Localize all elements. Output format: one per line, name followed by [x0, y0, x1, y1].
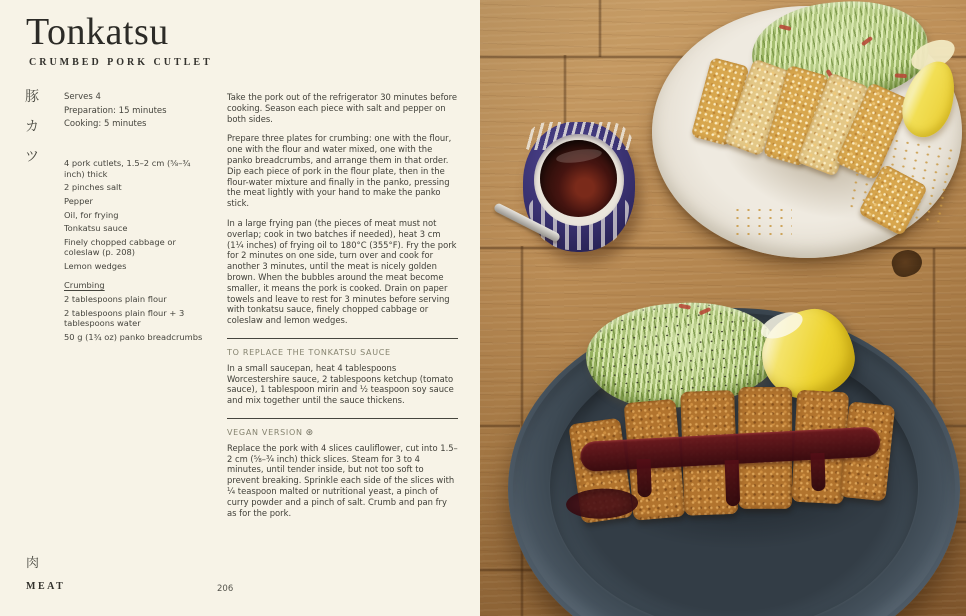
vegan-heading-text: VEGAN VERSION [227, 427, 303, 437]
vegan-flower-icon: ⊛ [305, 427, 314, 438]
apple-sliver [895, 73, 907, 78]
ingredient-item: 2 pinches salt [64, 182, 122, 193]
preparation-text: Preparation: 15 minutes [64, 105, 167, 116]
sauce-bowl [523, 122, 635, 252]
footer-kanji: 肉 [26, 556, 40, 571]
cooking-text: Cooking: 5 minutes [64, 119, 147, 129]
sauce-drip [810, 453, 825, 491]
section-divider [227, 418, 458, 419]
recipe-meta [64, 91, 167, 132]
ingredient-item: 2 tablespoons plain flour [64, 294, 167, 305]
crumbing-heading: Crumbing [64, 279, 105, 290]
serves-text: Serves 4 [64, 92, 101, 102]
ingredient-item: 50 g (1¾ oz) panko breadcrumbs [64, 332, 203, 342]
method-paragraph: Prepare three plates for crumbing: one with the flour, one with the flour and water mixed, one with the panko breadcrumbs, and arrange them in that order. Dip each piece of pork in the flour plate, then in the flour-water mixture and finally in the panko, pressing the meat lightly with your hand to make the panko stick. [227, 133, 452, 209]
kanji-title [25, 86, 39, 166]
ingredient-item: Lemon wedges [64, 261, 127, 272]
ingredient-item: 4 pork cutlets, 1.5–2 cm (⅝–¾ inch) thick [64, 158, 191, 179]
method-paragraph: In a large frying pan (the pieces of meat must not overlap; cook in two batches if needed), heat 3 cm (1¼ inches) of frying oil to 180°C (355°F). Fry the pork for 2 minutes on one side, turn over and cook for another 3 minutes, until the meat is nicely golden brown. When the bubbles around the meat become smaller, it means the pork is cooked. Drain on paper towels and leave to rest for 3 minutes before serving with tonkatsu sauce, finely chopped cabbage or coleslaw and lemon wedges. [227, 217, 457, 326]
sauce-section-heading: TO REPLACE THE TONKATSU SAUCE [227, 347, 391, 357]
sauce-drip [637, 459, 652, 497]
breadcrumb-scatter [846, 130, 953, 223]
ingredient-item: Finely chopped cabbage or coleslaw (p. 208) [64, 236, 176, 258]
apple-sliver [861, 36, 873, 46]
kanji-char: 豚 [25, 89, 39, 105]
dish-photo [480, 0, 966, 616]
breadcrumb-scatter [732, 206, 792, 236]
page-number: 206 [217, 584, 234, 594]
ingredient-item: Oil, for frying [64, 209, 119, 220]
sauce-section-text: In a small saucepan, heat 4 tablespoons Worcestershire sauce, 2 tablespoons ketchup (tomato sauce), 1 tablespoon mirin and ½ teaspoon soy sauce and mix together until the sauce thickens. [227, 362, 454, 406]
recipe-subtitle: CRUMBED PORK CUTLET [29, 57, 213, 68]
section-divider [227, 338, 458, 339]
tonkatsu-sauce [540, 140, 617, 217]
ingredient-item: 2 tablespoons plain flour + 3 tablespoons water [64, 307, 185, 329]
vegan-section-heading [227, 428, 458, 439]
ingredient-item: Tonkatsu sauce [64, 223, 128, 234]
apple-sliver [699, 307, 712, 316]
apple-sliver [779, 24, 792, 31]
ingredients-list [64, 158, 204, 346]
recipe-title: Tonkatsu [26, 11, 169, 53]
kanji-char: カ [25, 119, 39, 135]
bowl-inner-rim [534, 134, 624, 226]
bottom-plate-tonkatsu [572, 380, 898, 561]
sauce-drip [725, 460, 741, 506]
kanji-char: ツ [25, 149, 39, 165]
recipe-page [0, 0, 480, 616]
chapter-label: MEAT [26, 581, 66, 592]
method-paragraph: Take the pork out of the refrigerator 30 minutes before cooking. Season each piece with salt and pepper on both sides. [227, 92, 458, 124]
method-column [227, 92, 458, 527]
apple-sliver [678, 304, 691, 310]
sauce-highlight [555, 147, 602, 165]
ingredient-item: Pepper [64, 195, 93, 206]
vegan-section-text: Replace the pork with 4 slices cauliflower, cut into 1.5–2 cm (⅝–¾ inch) thick slices. Steam for 3 to 4 minutes, until tender inside, but not too soft to prevent breaking. Sprinkle each side of the slices with ¼ teaspoon malted or nutritional yeast, a pinch of curry powder and a pinch of salt. Crumb and pan fry as for the pork. [227, 442, 458, 518]
